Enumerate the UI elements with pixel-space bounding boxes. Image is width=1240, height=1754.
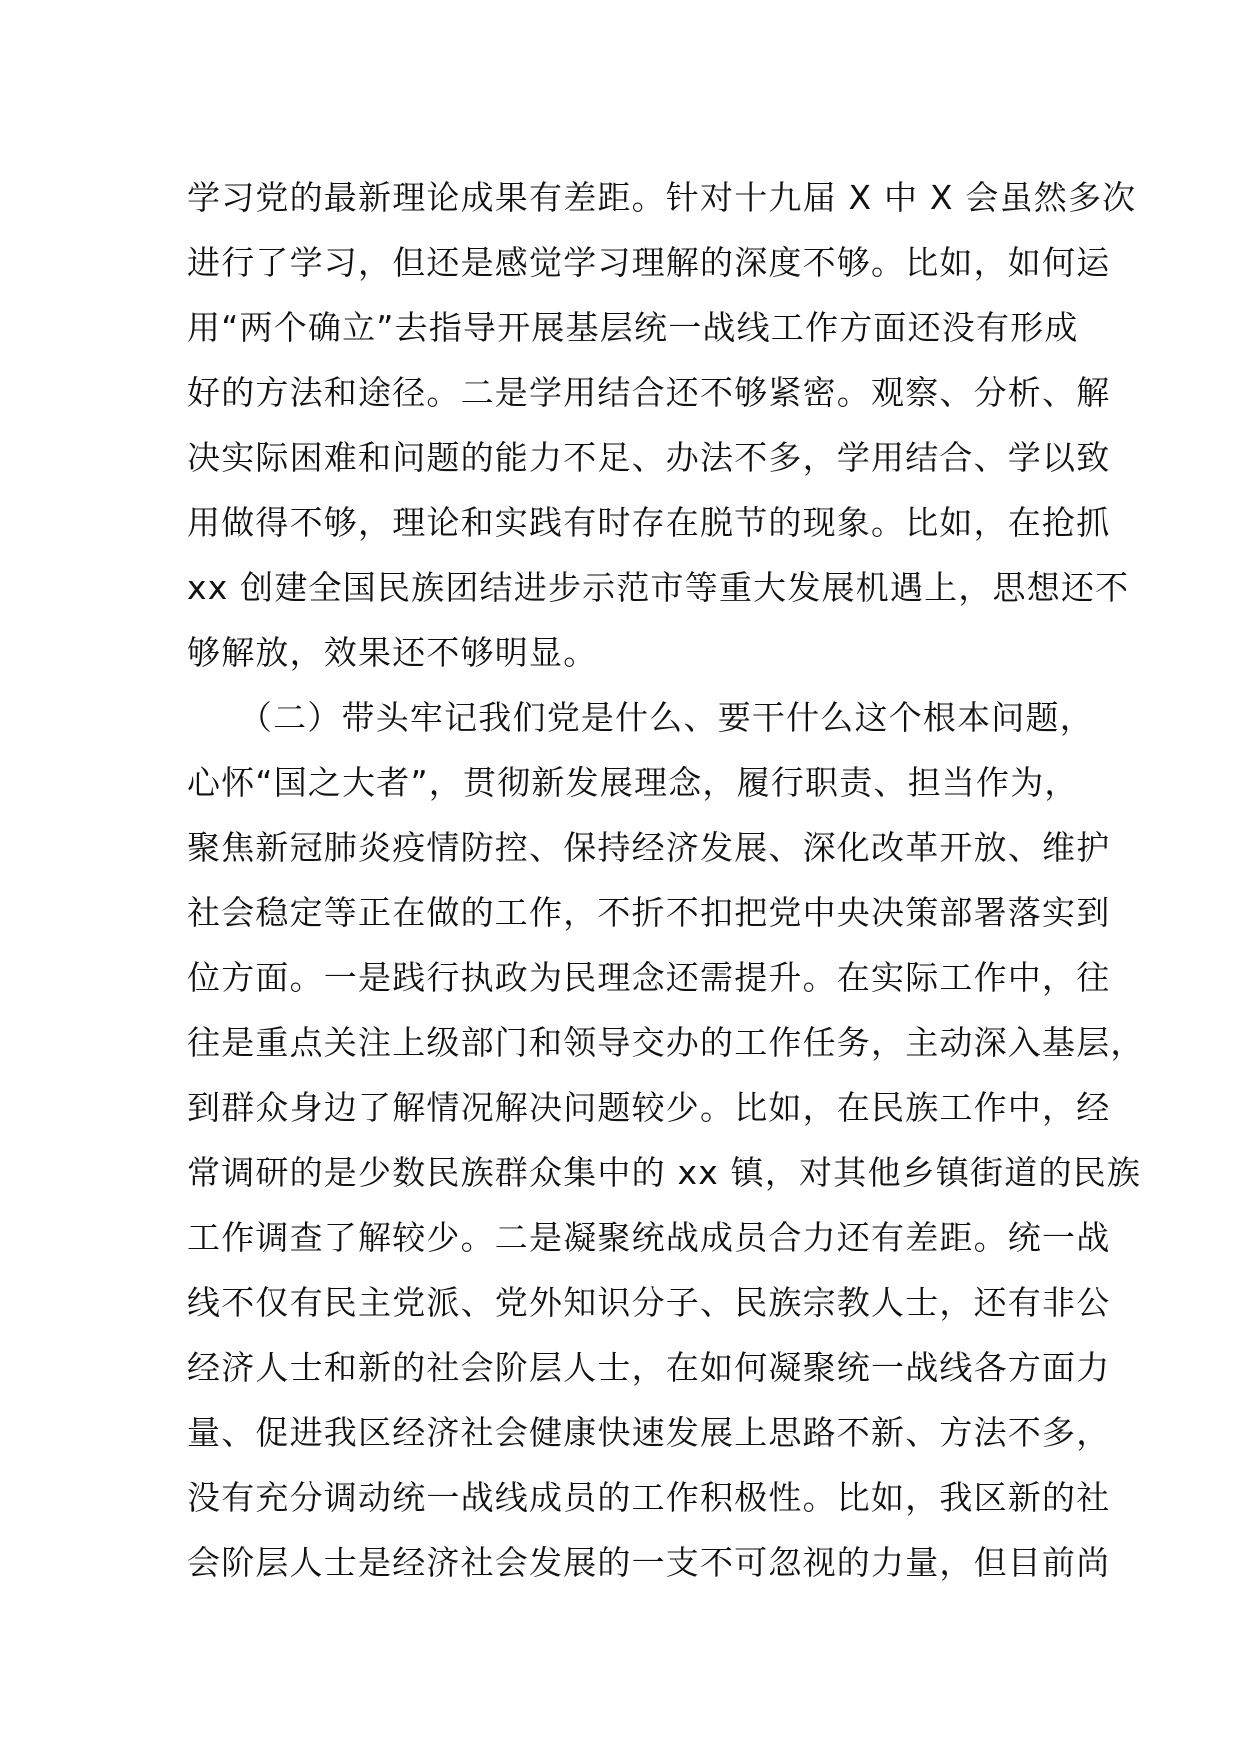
text-line-21: 没有充分调动统一战线成员的工作积极性。比如，我区新的社 [187,1478,1111,1517]
text-line-1: 学习党的最新理论成果有差距。针对十九届 X 中 X 会虽然多次 [187,178,1137,217]
text-line-18: 线不仅有民主党派、党外知识分子、民族宗教人士，还有非公 [187,1283,1111,1322]
text-line-15: 到群众身边了解情况解决问题较少。比如，在民族工作中，经 [187,1088,1111,1127]
body-text [187,165,1145,1595]
text-line-4: 好的方法和途径。二是学用结合还不够紧密。观察、分析、解 [187,373,1111,412]
text-line-17: 工作调查了解较少。二是凝聚统战成员合力还有差距。统一战 [187,1218,1111,1257]
text-line-14: 往是重点关注上级部门和领导交办的工作任务，主动深入基层， [187,1023,1145,1062]
text-line-19: 经济人士和新的社会阶层人士，在如何凝聚统一战线各方面力 [187,1348,1111,1387]
text-line-3: 用“两个确立”去指导开展基层统一战线工作方面还没有形成 [187,308,1079,347]
text-line-5: 决实际困难和问题的能力不足、办法不多，学用结合、学以致 [187,438,1111,477]
text-line-16: 常调研的是少数民族群众集中的 xx 镇，对其他乡镇街道的民族 [187,1153,1142,1192]
text-line-13: 位方面。一是践行执政为民理念还需提升。在实际工作中，往 [187,958,1111,997]
text-line-10: 心怀“国之大者”，贯彻新发展理念，履行职责、担当作为， [187,763,1079,802]
text-line-9: （二）带头牢记我们党是什么、要干什么这个根本问题， [187,698,1094,737]
text-line-11: 聚焦新冠肺炎疫情防控、保持经济发展、深化改革开放、维护 [187,828,1111,867]
text-line-7: xx 创建全国民族团结进步示范市等重大发展机遇上，思想还不 [187,568,1130,607]
text-line-6: 用做得不够，理论和实践有时存在脱节的现象。比如，在抢抓 [187,503,1111,542]
text-line-12: 社会稳定等正在做的工作，不折不扣把党中央决策部署落实到 [187,893,1111,932]
text-line-2: 进行了学习，但还是感觉学习理解的深度不够。比如，如何运 [187,243,1111,282]
text-line-22: 会阶层人士是经济社会发展的一支不可忽视的力量，但目前尚 [187,1543,1111,1582]
text-line-20: 量、促进我区经济社会健康快速发展上思路不新、方法不多， [187,1413,1111,1452]
text-line-8: 够解放，效果还不够明显。 [187,633,598,672]
